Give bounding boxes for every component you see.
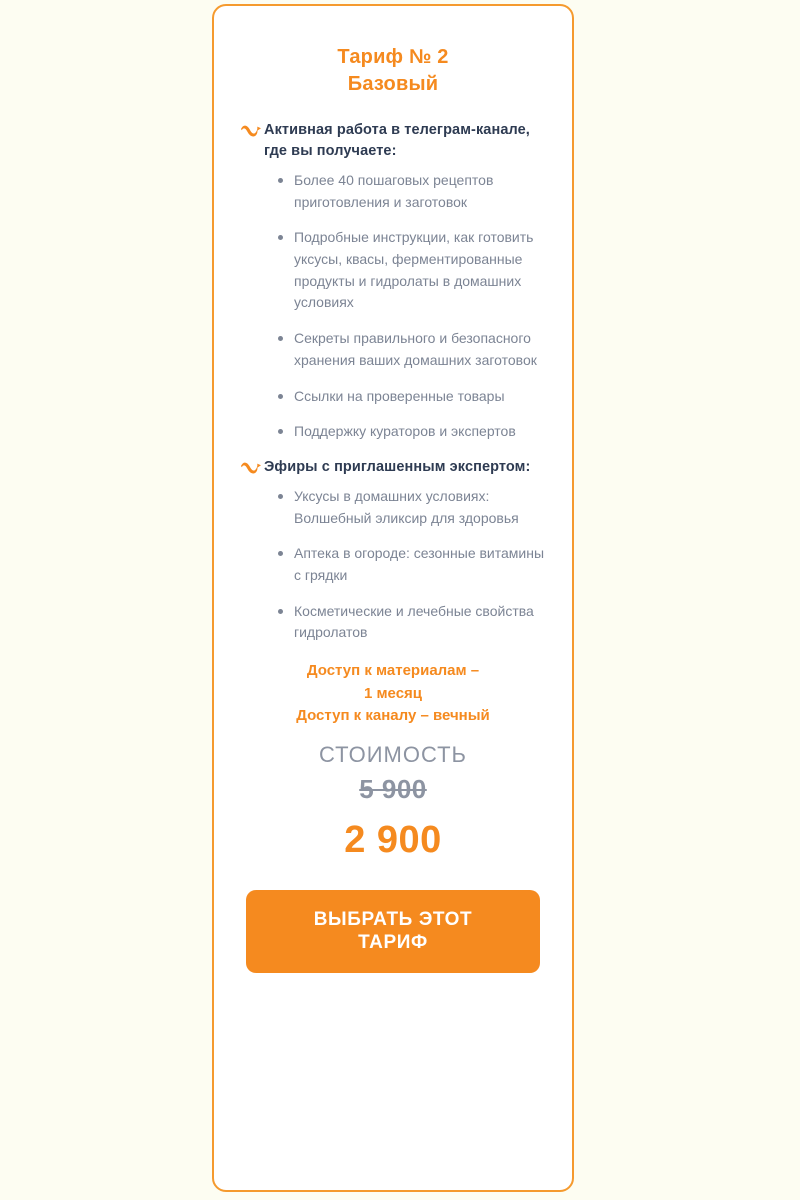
list-item: Аптека в огороде: сезонные витамины с грядки	[278, 543, 546, 586]
feature-list-1	[240, 170, 546, 443]
feature-section-2-title: Эфиры с приглашенным экспертом:	[264, 458, 531, 475]
tick-icon	[240, 461, 264, 475]
price-label: СТОИМОСТЬ	[318, 741, 467, 767]
price-old: 5 900	[359, 773, 427, 804]
tick-icon	[240, 124, 264, 138]
card-title-line1: Тариф № 2	[337, 46, 449, 68]
page-title	[240, 44, 546, 98]
card-title-line2: Базовый	[347, 73, 439, 95]
price-new: 2 900	[344, 818, 442, 861]
list-item: Ссылки на проверенные товары	[278, 386, 546, 408]
list-item: Подробные инструкции, как готовить уксусы, квасы, ферментированные продукты и гидролаты в домашних условиях	[278, 227, 546, 314]
feature-section-2	[240, 457, 546, 478]
access-info	[240, 660, 546, 728]
list-item: Поддержку кураторов и экспертов	[278, 421, 546, 443]
select-tariff-button[interactable]: ВЫБРАТЬ ЭТОТ ТАРИФ	[246, 890, 540, 974]
access-materials: Доступ к материалам – 1 месяц	[306, 662, 480, 702]
access-channel: Доступ к каналу – вечный	[296, 707, 490, 725]
pricing-card	[212, 4, 574, 1192]
feature-section-1	[240, 120, 546, 162]
list-item: Косметические и лечебные свойства гидролатов	[278, 601, 546, 644]
feature-section-1-title: Активная работа в телеграм-канале, где вы получаете:	[264, 122, 530, 160]
feature-list-2	[240, 486, 546, 644]
list-item: Более 40 пошаговых рецептов приготовления и заготовок	[278, 170, 546, 213]
list-item: Секреты правильного и безопасного хранения ваших домашних заготовок	[278, 328, 546, 371]
list-item: Уксусы в домашних условиях: Волшебный эликсир для здоровья	[278, 486, 546, 529]
